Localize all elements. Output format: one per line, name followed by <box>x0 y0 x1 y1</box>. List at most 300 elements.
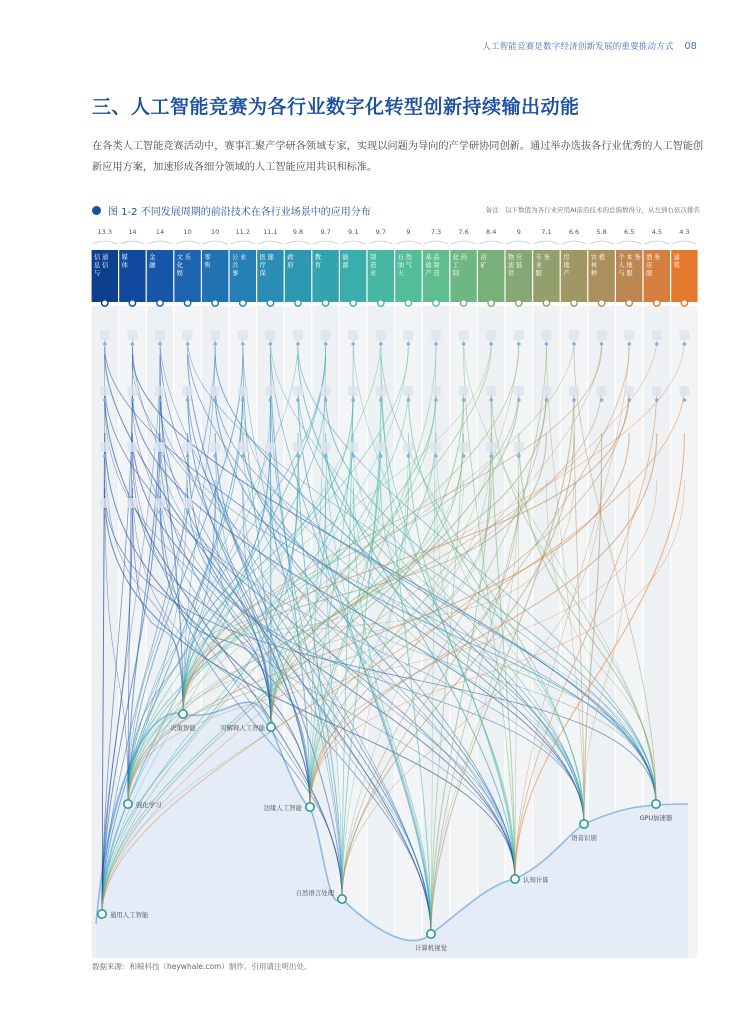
source-node-box <box>265 442 275 452</box>
technology-node <box>267 723 275 731</box>
score-tick-label: 11.2 <box>235 228 251 236</box>
source-node-box <box>127 442 137 452</box>
source-node-box <box>486 386 496 396</box>
score-tick-label: 7.6 <box>458 228 469 236</box>
industry-label-char: 公 <box>232 254 239 261</box>
score-bracket <box>314 241 338 244</box>
source-node-dot <box>158 454 162 458</box>
technology-label: 可解释人工智能 <box>220 724 265 732</box>
industry-label-char: 链 <box>516 262 523 269</box>
industry-label-char: 与 <box>94 270 101 277</box>
source-node-box <box>210 386 220 396</box>
source-node-box <box>155 330 165 340</box>
industry-node <box>212 300 218 306</box>
source-node-dot <box>103 342 107 346</box>
source-node-box <box>155 386 165 396</box>
industry-node <box>543 300 549 306</box>
industry-label-char: 事 <box>232 270 239 277</box>
industry-label-char: 化 <box>452 254 460 261</box>
source-node-dot <box>324 398 328 402</box>
source-node-dot <box>103 398 107 402</box>
industry-label-char: 媒 <box>121 254 128 261</box>
technology-label: GPU加速器 <box>639 814 673 822</box>
source-node-box <box>321 330 331 340</box>
industry-label-char: 通 <box>102 254 109 261</box>
source-node-dot <box>131 454 135 458</box>
source-node-box <box>624 386 634 396</box>
score-tick-label: 9 <box>406 228 411 236</box>
score-tick-label: 9.8 <box>292 228 304 236</box>
industry-label-char: 工 <box>452 262 460 269</box>
industry-label-char: 制 <box>370 254 377 261</box>
source-node-box <box>100 386 110 396</box>
score-bracket <box>535 241 559 244</box>
figure-header <box>92 203 704 219</box>
industry-label-char: 零 <box>204 254 211 261</box>
source-node-box <box>541 330 551 340</box>
score-bracket <box>93 241 117 244</box>
industry-label-char: 地 <box>626 262 633 269</box>
source-node-dot <box>545 342 549 346</box>
score-bracket <box>397 241 421 244</box>
figure-source: 数据来源：和鲸科技（heywhale.com）制作。引用请注明出处。 <box>92 962 312 971</box>
industry-node <box>267 300 273 306</box>
industry-label-char: 共 <box>232 262 239 269</box>
industry-label-char: 林 <box>590 262 598 269</box>
source-node-dot <box>572 398 576 402</box>
source-node-box <box>210 442 220 452</box>
industry-label-char: 能 <box>342 254 349 261</box>
industry-node <box>184 300 190 306</box>
source-node-dot <box>517 342 521 346</box>
industry-node <box>378 300 384 306</box>
source-node-box <box>127 386 137 396</box>
score-bracket <box>286 241 310 244</box>
source-node-dot <box>434 342 438 346</box>
source-node-dot <box>131 342 135 346</box>
industry-label-char: 服 <box>646 270 653 277</box>
technology-node <box>511 875 519 883</box>
source-node-dot <box>213 454 217 458</box>
industry-label-char: 务 <box>543 254 550 261</box>
source-node-dot <box>186 398 190 402</box>
source-node-box <box>652 330 662 340</box>
source-node-dot <box>407 342 411 346</box>
source-node-dot <box>655 398 659 402</box>
score-tick-label: 5.8 <box>596 228 607 236</box>
figure-note: 备注：以下数值为各行业应用AI前沿技术的总指数得分，从左到右依次排名 <box>485 206 700 214</box>
source-node-box <box>321 442 331 452</box>
sankey-chart <box>88 224 700 959</box>
source-node-dot <box>627 342 631 346</box>
industry-label-char: 疗 <box>259 262 266 269</box>
score-tick-label: 13.3 <box>97 228 113 236</box>
industry-label-char: 房 <box>563 254 570 261</box>
source-node-box <box>100 442 110 452</box>
score-bracket <box>203 241 227 244</box>
industry-label-char: 服 <box>535 270 542 277</box>
industry-label-char: 石 <box>397 254 404 261</box>
industry-label-char: 娱 <box>176 270 184 277</box>
source-node-dot <box>186 454 190 458</box>
source-node-dot <box>351 398 355 402</box>
source-node-box <box>459 330 469 340</box>
score-bracket <box>617 241 641 244</box>
industry-label-char: 药 <box>460 254 468 261</box>
industry-node <box>598 300 604 306</box>
industry-label-char: 然 <box>405 254 412 261</box>
source-node-box <box>486 330 496 340</box>
source-node-dot <box>296 342 300 346</box>
source-node-box <box>348 386 358 396</box>
source-node-dot <box>600 342 604 346</box>
source-node-dot <box>269 398 273 402</box>
industry-label-char: 文 <box>176 254 184 261</box>
source-node-box <box>348 330 358 340</box>
industry-label-char: 基 <box>425 254 432 261</box>
source-node-dot <box>627 398 631 402</box>
technology-label: 边缘人工智能 <box>263 804 302 812</box>
technology-label: 强化学习 <box>136 801 162 809</box>
industry-label-char: 信 <box>102 262 109 269</box>
source-node-box <box>238 386 248 396</box>
industry-label-char: 地 <box>563 262 570 269</box>
source-node-dot <box>158 342 162 346</box>
source-node-dot <box>517 454 521 458</box>
technology-node <box>124 800 132 808</box>
industry-label-char: 天 <box>397 270 404 277</box>
industry-node <box>626 300 632 306</box>
industry-node <box>460 300 466 306</box>
source-node-dot <box>517 398 521 402</box>
industry-label-char: 制 <box>433 262 440 269</box>
industry-label-char: 造 <box>370 262 377 269</box>
source-node-dot <box>158 510 162 514</box>
source-node-box <box>265 330 275 340</box>
score-bracket <box>121 241 145 244</box>
industry-node <box>681 300 687 306</box>
industry-label-char: 矿 <box>480 262 487 269</box>
industry-node <box>322 300 328 306</box>
source-node-box <box>652 386 662 396</box>
industry-label-char: 源 <box>342 262 349 269</box>
industry-label-char: 础 <box>425 262 432 269</box>
source-node-box <box>155 498 165 508</box>
industry-label-char: 个 <box>618 254 625 261</box>
source-node-dot <box>379 342 383 346</box>
industry-label-char: 油 <box>397 262 404 269</box>
source-node-box <box>679 330 689 340</box>
score-bracket <box>148 241 172 244</box>
industry-node <box>405 300 411 306</box>
source-node-dot <box>186 342 190 346</box>
source-node-box <box>376 442 386 452</box>
score-tick-label: 7.3 <box>430 228 442 236</box>
source-node-box <box>183 330 193 340</box>
source-node-box <box>597 386 607 396</box>
source-node-box <box>431 442 441 452</box>
source-node-dot <box>324 342 328 346</box>
industry-node <box>433 300 439 306</box>
source-node-box <box>569 386 579 396</box>
score-bracket <box>507 241 531 244</box>
industry-label-char: 种 <box>590 270 598 277</box>
source-node-box <box>238 330 248 340</box>
industry-label-char: 体 <box>121 262 128 269</box>
source-node-box <box>183 386 193 396</box>
industry-label-char: 本 <box>626 254 633 261</box>
industry-label-char: 育 <box>314 262 322 269</box>
industry-label-char: 品 <box>433 254 440 261</box>
score-bracket <box>259 241 283 244</box>
source-node-dot <box>489 454 493 458</box>
source-node-box <box>679 386 689 396</box>
industry-node <box>295 300 301 306</box>
technology-node <box>580 820 588 828</box>
technology-label: 通用人工智能 <box>110 911 149 919</box>
industry-node <box>571 300 577 306</box>
source-node-box <box>293 386 303 396</box>
source-node-dot <box>103 510 107 514</box>
source-node-box <box>459 386 469 396</box>
score-tick-label: 11.1 <box>263 228 278 236</box>
source-node-box <box>403 330 413 340</box>
score-tick-label: 9.7 <box>375 228 386 236</box>
industry-node <box>488 300 494 306</box>
industry-label-char: 金 <box>149 254 156 261</box>
score-tick-label: 9 <box>516 228 521 236</box>
score-bracket <box>424 241 448 244</box>
industry-label-char: 产 <box>425 270 432 277</box>
source-node-dot <box>103 454 107 458</box>
score-tick-label: 8.4 <box>486 228 497 236</box>
source-node-box <box>403 386 413 396</box>
source-node-box <box>155 442 165 452</box>
score-tick-label: 4.3 <box>679 228 690 236</box>
source-node-dot <box>545 398 549 402</box>
running-header <box>482 40 697 52</box>
industry-label-char: 制 <box>452 270 460 277</box>
score-tick-label: 6.5 <box>624 228 635 236</box>
industry-label-char: 服 <box>626 270 633 277</box>
source-node-dot <box>158 398 162 402</box>
source-node-box <box>100 330 110 340</box>
source-node-box <box>100 498 110 508</box>
industry-label-char: 酒 <box>646 254 653 261</box>
score-tick-label: 10 <box>183 228 192 236</box>
source-node-box <box>403 442 413 452</box>
industry-label-char: 筑 <box>673 262 680 269</box>
industry-label-char: 融 <box>149 262 156 269</box>
industry-label-char: 植 <box>598 254 606 261</box>
source-node-dot <box>131 510 135 514</box>
industry-label-char: 气 <box>405 262 412 269</box>
source-node-box <box>376 386 386 396</box>
source-node-dot <box>241 454 245 458</box>
source-node-dot <box>600 398 604 402</box>
industry-label-char: 教 <box>314 254 322 261</box>
source-node-box <box>183 498 193 508</box>
score-tick-label: 6.6 <box>568 228 580 236</box>
score-tick-label: 7.1 <box>541 228 552 236</box>
industry-label-char: 府 <box>287 262 294 269</box>
industry-label-char: 人 <box>618 262 625 269</box>
source-node-dot <box>186 510 190 514</box>
source-node-dot <box>241 398 245 402</box>
source-node-dot <box>655 342 659 346</box>
industry-node <box>157 300 163 306</box>
industry-node <box>102 300 108 306</box>
source-node-dot <box>296 398 300 402</box>
industry-label-char: 造 <box>433 270 440 277</box>
source-node-dot <box>379 454 383 458</box>
industry-label-char: 冶 <box>480 254 487 261</box>
score-bracket <box>231 241 255 244</box>
source-node-dot <box>351 342 355 346</box>
industry-label-char: 售 <box>204 262 211 269</box>
technology-node <box>338 895 346 903</box>
industry-node <box>240 300 246 306</box>
source-node-dot <box>407 454 411 458</box>
source-node-box <box>238 442 248 452</box>
technology-node <box>179 710 187 718</box>
source-node-box <box>321 386 331 396</box>
score-bracket <box>369 241 393 244</box>
source-node-dot <box>269 454 273 458</box>
figure-bullet-icon <box>92 206 101 215</box>
score-bracket <box>562 241 586 244</box>
score-bracket <box>645 241 669 244</box>
source-node-box <box>486 442 496 452</box>
figure-title: 图 1-2 不同发展周期的前沿技术在各行业场景中的应用分布 <box>108 207 371 218</box>
industry-label-char: 应 <box>516 254 523 261</box>
source-node-dot <box>489 342 493 346</box>
source-node-dot <box>572 342 576 346</box>
source-node-box <box>514 330 524 340</box>
source-node-box <box>514 386 524 396</box>
industry-label-char: 务 <box>634 254 641 261</box>
industry-label-char: 业 <box>370 270 377 277</box>
score-bracket <box>673 241 697 244</box>
source-node-dot <box>434 398 438 402</box>
score-bracket <box>452 241 476 244</box>
source-node-box <box>376 330 386 340</box>
industry-label-char: 业 <box>535 262 542 269</box>
score-bracket <box>341 241 365 244</box>
source-node-dot <box>462 454 466 458</box>
technology-label: 语音识别 <box>571 834 597 842</box>
score-bracket <box>176 241 200 244</box>
industry-node <box>654 300 660 306</box>
industry-label-char: 供 <box>508 270 515 277</box>
source-node-dot <box>269 342 273 346</box>
source-node-dot <box>324 454 328 458</box>
source-node-box <box>127 498 137 508</box>
industry-label-char: 保 <box>259 270 266 277</box>
industry-label-char: 流 <box>508 262 515 269</box>
source-node-dot <box>213 398 217 402</box>
intro-paragraph: 在各类人工智能竞赛活动中，赛事汇聚产学研各领域专家，实现以问题为导向的产学研协同创新。通过举办选拔各行业优秀的人工智能创新应用方案，加速形成各细分领域的人工智能应用共识和标准。 <box>92 141 704 173</box>
technology-label: 自然语言处理 <box>295 889 334 897</box>
industry-label-char: 物 <box>508 254 515 261</box>
page-number: 08 <box>684 41 697 52</box>
score-tick-label: 9.7 <box>320 228 331 236</box>
source-node-box <box>569 330 579 340</box>
source-node-box <box>514 442 524 452</box>
technology-label: 计算机视觉 <box>415 944 447 952</box>
source-node-box <box>431 386 441 396</box>
industry-node <box>129 300 135 306</box>
section-title: 三、人工智能竞赛为各行业数字化转型创新持续输出动能 <box>92 96 580 118</box>
source-node-box <box>597 330 607 340</box>
industry-headers <box>92 250 698 306</box>
source-node-box <box>541 386 551 396</box>
source-node-box <box>293 330 303 340</box>
industry-label-char: 健 <box>267 254 274 261</box>
industry-label-char: 产 <box>563 270 570 277</box>
source-node-dot <box>213 342 217 346</box>
technology-node <box>652 800 660 808</box>
source-node-dot <box>683 342 687 346</box>
score-ticks <box>93 228 696 244</box>
source-node-dot <box>462 398 466 402</box>
industry-label-char: 专 <box>535 254 542 261</box>
score-tick-label: 9.1 <box>348 228 359 236</box>
source-node-dot <box>407 398 411 402</box>
industry-node <box>516 300 522 306</box>
running-title: 人工智能竞赛是数字经济创新发展的重要推动方式 <box>482 42 674 52</box>
source-node-box <box>293 442 303 452</box>
source-node-box <box>265 386 275 396</box>
score-tick-label: 14 <box>155 228 165 236</box>
source-node-box <box>127 330 137 340</box>
source-node-box <box>431 330 441 340</box>
industry-label-char: 与 <box>618 270 625 277</box>
industry-label-char: 医 <box>259 254 266 261</box>
industry-label-char: 政 <box>287 254 294 261</box>
score-tick-label: 10 <box>211 228 220 236</box>
technology-node <box>98 910 106 918</box>
source-node-dot <box>296 454 300 458</box>
source-node-dot <box>131 398 135 402</box>
source-node-box <box>210 330 220 340</box>
source-node-box <box>624 330 634 340</box>
source-node-box <box>183 442 193 452</box>
industry-label-char: 店 <box>646 262 653 269</box>
score-tick-label: 14 <box>128 228 137 236</box>
source-node-dot <box>683 398 687 402</box>
source-node-dot <box>351 454 355 458</box>
source-node-dot <box>489 398 493 402</box>
industry-node <box>350 300 356 306</box>
industry-label-char: 农 <box>590 254 598 261</box>
industry-label-char: 业 <box>240 254 247 261</box>
score-bracket <box>590 241 614 244</box>
industry-label-char: 息 <box>94 262 101 269</box>
industry-label-char: 建 <box>673 254 680 261</box>
source-node-dot <box>434 454 438 458</box>
technology-node <box>306 803 314 811</box>
technology-label: 决策智能 <box>170 724 196 732</box>
score-bracket <box>479 241 503 244</box>
industry-label-char: 信 <box>94 254 101 261</box>
technology-node <box>427 930 435 938</box>
source-node-box <box>459 442 469 452</box>
industry-label-char: 务 <box>654 254 661 261</box>
source-node-dot <box>241 342 245 346</box>
score-tick-label: 4.5 <box>651 228 662 236</box>
source-node-dot <box>462 342 466 346</box>
